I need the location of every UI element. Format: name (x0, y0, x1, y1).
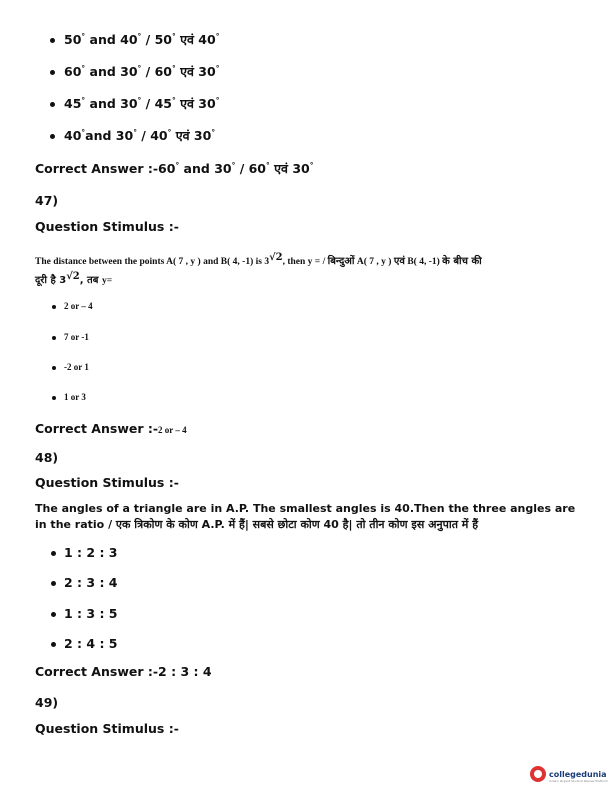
q46-option-2: 60° and 30° / 60° एवं 30° (64, 63, 220, 79)
logo-text: collegedunia (549, 769, 607, 779)
q47-correct-answer: Correct Answer :-2 or – 4 (35, 421, 187, 436)
q49-number: 49) (35, 695, 59, 710)
q47-stimulus-line-2: दूरी है $3^{√2}$, तब y= (35, 271, 113, 286)
q47-option-3: -2 or 1 (64, 362, 89, 372)
option-bullet (52, 366, 56, 370)
option-bullet (51, 612, 56, 617)
q46-option-1: 50° and 40° / 50° एवं 40° (64, 31, 220, 47)
option-bullet (50, 38, 55, 43)
option-bullet (50, 134, 55, 139)
option-bullet (51, 551, 56, 556)
logo-icon (530, 766, 546, 782)
logo-tagline: India's largest Student Review Platform (549, 779, 609, 783)
option-bullet (52, 336, 56, 340)
option-bullet (51, 581, 56, 586)
q48-number: 48) (35, 450, 59, 465)
option-bullet (52, 305, 56, 309)
q46-correct-answer: Correct Answer :-60° and 30° / 60° एवं 30° (35, 160, 314, 176)
q48-option-2: 2 : 3 : 4 (64, 575, 118, 590)
q46-option-3: 45° and 30° / 45° एवं 30° (64, 95, 220, 111)
q47-number: 47) (35, 193, 59, 208)
q48-option-1: 1 : 2 : 3 (64, 545, 118, 560)
q46-option-4: 40°and 30° / 40° एवं 30° (64, 127, 216, 143)
q47-stimulus-line-1: The distance between the points A( 7 , y ) and B( 4, -1) is $3^{√2}$, then y = / बिन्दुओं A( 7 , y ) एवं B( 4, -1) के बीच की (35, 252, 482, 267)
option-bullet (50, 70, 55, 75)
q48-stimulus-label: Question Stimulus :- (35, 475, 179, 490)
option-bullet (52, 396, 56, 400)
q48-option-4: 2 : 4 : 5 (64, 636, 118, 651)
q47-stimulus-label: Question Stimulus :- (35, 219, 179, 234)
q47-option-1: 2 or – 4 (64, 301, 93, 311)
q48-option-3: 1 : 3 : 5 (64, 606, 118, 621)
q47-option-4: 1 or 3 (64, 392, 86, 402)
q48-correct-answer: Correct Answer :-2 : 3 : 4 (35, 664, 212, 679)
option-bullet (50, 102, 55, 107)
q48-stimulus-line-1: The angles of a triangle are in A.P. The smallest angles is 40.Then the three angles are (35, 502, 576, 515)
option-bullet (51, 642, 56, 647)
q47-option-2: 7 or -1 (64, 332, 89, 342)
q48-stimulus-line-2: in the ratio / एक त्रिकोण के कोण A.P. में हैं| सबसे छोटा कोण 40 है| तो तीन कोण इस अनुपात में हैं (35, 518, 479, 531)
q49-stimulus-label: Question Stimulus :- (35, 721, 179, 736)
